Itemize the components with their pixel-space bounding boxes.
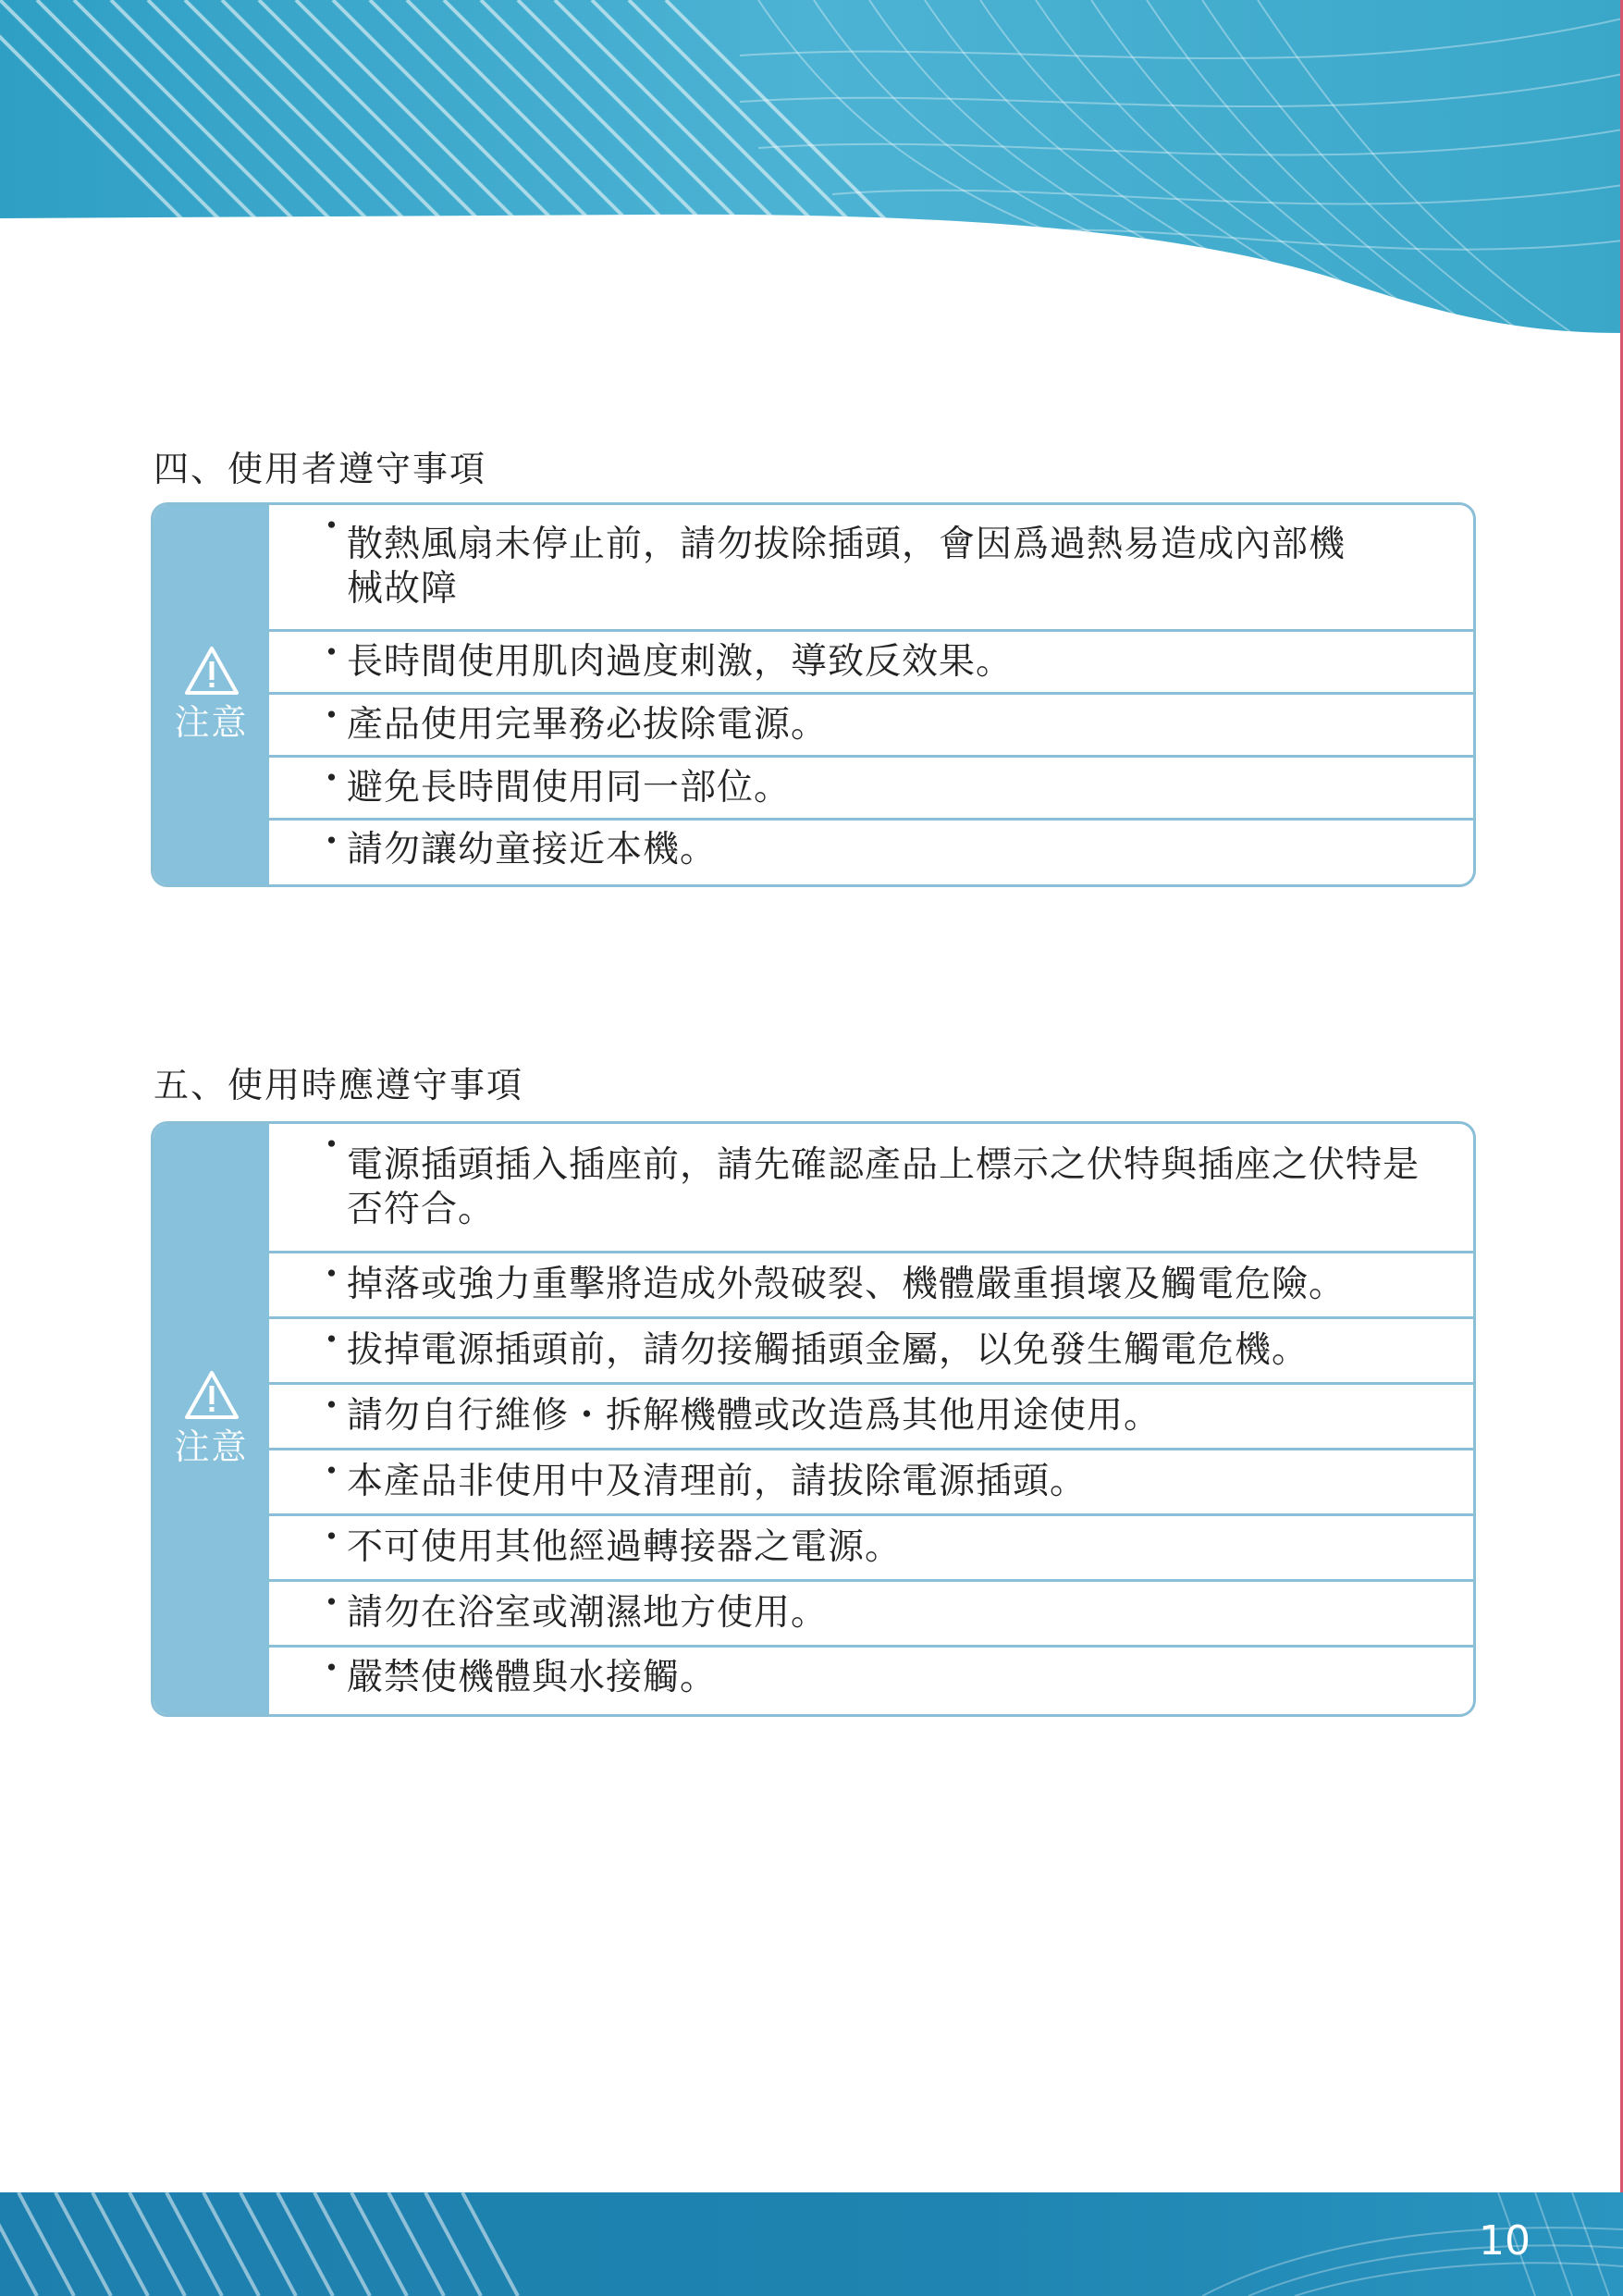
item-text: 請勿在浴室或潮濕地方使用。 — [347, 1592, 829, 1634]
item-text: 電源插頭插入插座前，請先確認產品上標示之伏特與插座之伏特是否符合。 — [347, 1143, 1420, 1230]
list-item — [269, 505, 1473, 632]
item-text: 避免長時間使用同一部位。 — [347, 766, 792, 809]
caution-list — [269, 1124, 1473, 1714]
bullet: ・ — [314, 1451, 351, 1493]
section-title-operation-rules: 五、使用時應遵守事項 — [154, 1065, 524, 1105]
bullet: ・ — [314, 1517, 351, 1559]
header-wave-decoration — [0, 0, 1623, 333]
caution-label: 注意 — [174, 1426, 249, 1467]
bullet: ・ — [314, 759, 351, 800]
item-text: 請勿讓幼童接近本機。 — [347, 828, 718, 870]
item-text: 產品使用完畢務必拔除電源。 — [347, 703, 829, 746]
list-item — [269, 1516, 1473, 1582]
item-text: 散熱風扇未停止前，請勿拔除插頭，會因爲過熱易造成內部機械故障 — [347, 524, 1346, 610]
item-text: 請勿自行維修・拆解機體或改造爲其他用途使用。 — [347, 1395, 1162, 1437]
bullet: ・ — [314, 1254, 351, 1296]
bullet: ・ — [314, 1583, 351, 1624]
warning-triangle-icon — [183, 1369, 240, 1421]
bullet: ・ — [314, 821, 351, 863]
bullet: ・ — [314, 1320, 351, 1362]
list-item — [269, 1648, 1473, 1709]
caution-sidebar — [154, 505, 269, 884]
page-number: 10 — [1479, 2217, 1531, 2265]
warning-triangle-icon — [183, 645, 240, 697]
list-item — [269, 632, 1473, 695]
list-item — [269, 1319, 1473, 1385]
list-item — [269, 1385, 1473, 1450]
bullet: ・ — [314, 506, 351, 548]
caution-sidebar — [154, 1124, 269, 1714]
list-item — [269, 1253, 1473, 1319]
bullet: ・ — [314, 696, 351, 737]
list-item — [269, 1450, 1473, 1516]
item-text: 拔掉電源插頭前，請勿接觸插頭金屬，以免發生觸電危機。 — [347, 1329, 1309, 1371]
bullet: ・ — [314, 1125, 351, 1167]
item-text: 嚴禁使機體與水接觸。 — [347, 1657, 718, 1698]
item-text: 掉落或強力重擊將造成外殼破裂、機體嚴重損壞及觸電危險。 — [347, 1264, 1346, 1305]
item-text: 長時間使用肌肉過度刺激，導致反效果。 — [347, 640, 1014, 683]
list-item — [269, 821, 1473, 879]
list-item — [269, 758, 1473, 821]
bullet: ・ — [314, 1648, 351, 1690]
caution-list — [269, 505, 1473, 884]
list-item — [269, 1582, 1473, 1648]
caution-box-user-rules — [151, 502, 1476, 887]
footer-wave-decoration — [0, 2192, 1623, 2296]
bullet: ・ — [314, 633, 351, 674]
caution-box-operation-rules — [151, 1121, 1476, 1717]
caution-label: 注意 — [174, 702, 249, 743]
list-item — [269, 1124, 1473, 1253]
section-title-user-rules: 四、使用者遵守事項 — [154, 449, 487, 489]
item-text: 本產品非使用中及清理前，請拔除電源插頭。 — [347, 1461, 1088, 1502]
bullet: ・ — [314, 1386, 351, 1427]
item-text: 不可使用其他經過轉接器之電源。 — [347, 1526, 903, 1568]
list-item — [269, 695, 1473, 758]
